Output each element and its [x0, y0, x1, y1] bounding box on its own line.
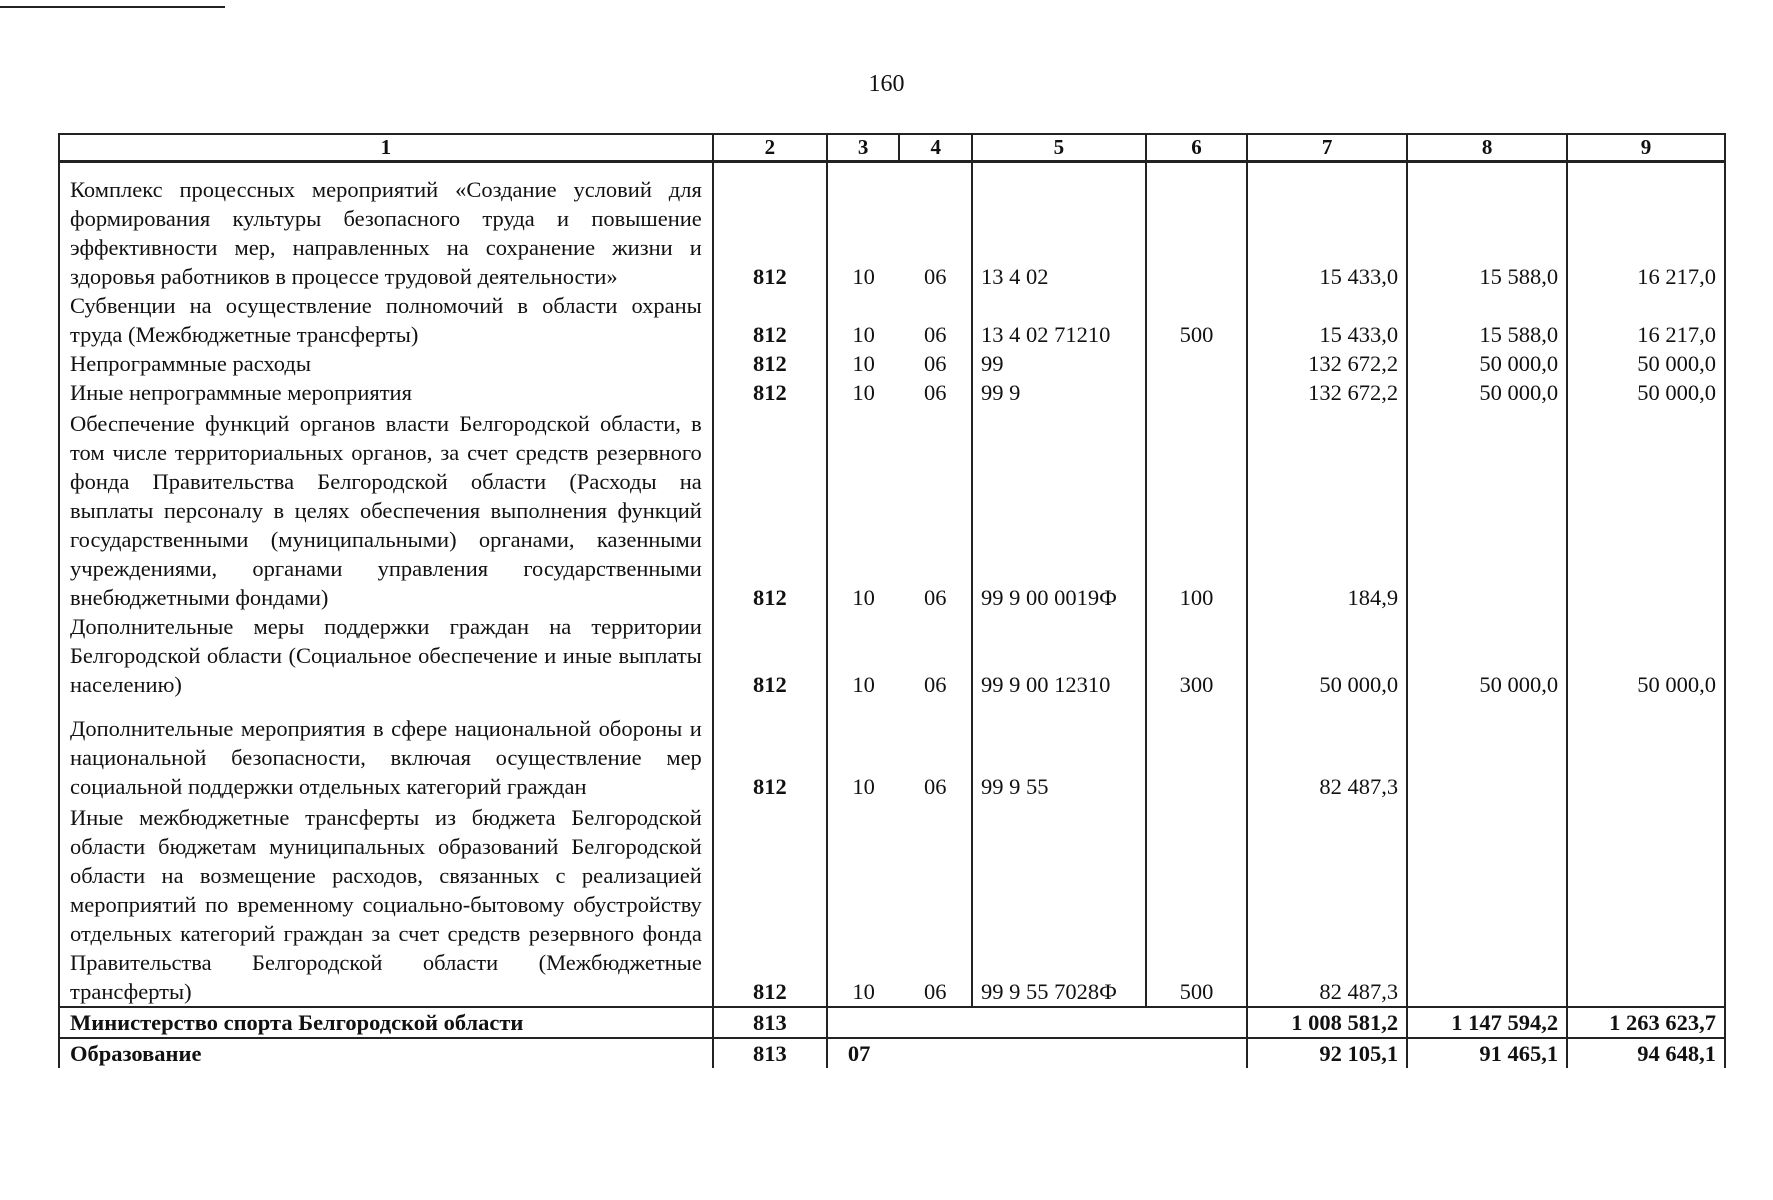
row-admin-code: 812 [713, 162, 827, 292]
row-name: Обеспечение функций органов власти Белгородской области, в том числе территориальных органов, за счет средств резервного фонда Правительства Белгородской области (Расходы на выплаты персоналу в целях обеспечения выполнения функций государственными (муниципальными) органами, казенными учреждениями, органами управления государственными внебюджетными фондами) [59, 407, 713, 612]
row-subsection: 06 [923, 671, 947, 697]
row-value-8: 15 588,0 [1407, 162, 1567, 292]
row-value-8: 15 588,0 [1407, 291, 1567, 349]
row-value-9 [1567, 801, 1725, 1007]
row-value-9: 50 000,0 [1567, 378, 1725, 407]
row-section: 10 [827, 612, 900, 699]
row-value-9: 16 217,0 [1567, 291, 1725, 349]
table-row [59, 801, 1725, 1007]
row-subsection: 06 [923, 264, 947, 289]
row-value-7: 15 433,0 [1247, 291, 1407, 349]
page-number: 160 [868, 71, 905, 97]
table-row [59, 699, 1725, 801]
row-code: 813 [713, 1007, 827, 1038]
row-name: Дополнительные меры поддержки граждан на территории Белгородской области (Социальное обеспечение и иные выплаты населению) [59, 612, 713, 699]
row-value-9 [1567, 699, 1725, 801]
row-value-7: 82 487,3 [1247, 699, 1407, 801]
ministry-row [59, 1007, 1725, 1038]
row-expense-type: 100 [1146, 407, 1247, 612]
table-row [59, 349, 1725, 378]
education-row [59, 1038, 1725, 1068]
row-expense-type: 500 [1146, 291, 1247, 349]
col-header: 3 [827, 134, 900, 162]
row-name: Дополнительные мероприятия в сфере национальной обороны и национальной безопасности, включая осуществление мер социальной поддержки отдельных категорий граждан [59, 699, 713, 801]
row-value-7: 15 433,0 [1247, 162, 1407, 292]
row-name: Иные непрограммные мероприятия [59, 378, 713, 407]
row-section: 10 [827, 349, 900, 378]
row-value-7: 82 487,3 [1247, 801, 1407, 1007]
row-target-article: 99 [972, 349, 1146, 378]
row-admin-code: 812 [713, 612, 827, 699]
row-subsection: 06 [923, 774, 947, 800]
row-value-8 [1407, 699, 1567, 801]
row-value-8: 50 000,0 [1407, 378, 1567, 407]
row-value-9 [1567, 407, 1725, 612]
row-admin-code: 812 [713, 291, 827, 349]
row-value-8 [1407, 407, 1567, 612]
row-section: 10 [827, 407, 900, 612]
row-value-9: 94 648,1 [1567, 1038, 1725, 1068]
col-header: 2 [713, 134, 827, 162]
row-target-article: 99 9 00 12310 [972, 612, 1146, 699]
row-value-8: 50 000,0 [1407, 349, 1567, 378]
row-name: Министерство спорта Белгородской области [59, 1007, 713, 1038]
row-target-article: 99 9 00 0019Ф [972, 407, 1146, 612]
row-subsection: 06 [923, 380, 947, 405]
row-target-article: 13 4 02 71210 [972, 291, 1146, 349]
row-value-8: 50 000,0 [1407, 612, 1567, 699]
row-name: Иные межбюджетные трансферты из бюджета Белгородской области бюджетам муниципальных образований Белгородской области на возмещение расходов, связанных с реализацией мероприятий по временному социально-бытовому обустройству отдельных категорий граждан за счет средств резервного фонда Правительства Белгородской области (Межбюджетные трансферты) [59, 801, 713, 1007]
row-section: 10 [827, 699, 900, 801]
row-name: Комплекс процессных мероприятий «Создание условий для формирования культуры безопасного труда и повышение эффективности мер, направленных на сохранение жизни и здоровья работников в процессе трудовой деятельности» [59, 162, 713, 292]
row-target-article: 99 9 55 [972, 699, 1146, 801]
row-value-8 [1407, 801, 1567, 1007]
budget-table [58, 133, 1726, 1068]
row-value-7: 184,9 [1247, 407, 1407, 612]
row-value-7: 132 672,2 [1247, 349, 1407, 378]
row-name: Непрограммные расходы [59, 349, 713, 378]
row-value-9: 1 263 623,7 [1567, 1007, 1725, 1038]
col-header: 8 [1407, 134, 1567, 162]
row-value-9: 50 000,0 [1567, 612, 1725, 699]
row-target-article: 99 9 [972, 378, 1146, 407]
row-value-7: 50 000,0 [1247, 612, 1407, 699]
col-header: 5 [972, 134, 1146, 162]
row-admin-code: 812 [713, 801, 827, 1007]
row-admin-code: 812 [713, 349, 827, 378]
row-subsection: 06 [923, 322, 947, 347]
row-section: 10 [827, 162, 900, 292]
row-name: Субвенции на осуществление полномочий в области охраны труда (Межбюджетные трансферты) [59, 291, 713, 349]
row-value-8: 1 147 594,2 [1407, 1007, 1567, 1038]
row-section: 10 [827, 801, 900, 1007]
table-row [59, 291, 1725, 349]
row-subsection: 06 [923, 351, 947, 376]
col-header: 4 [899, 134, 972, 162]
row-expense-type [1146, 378, 1247, 407]
col-header: 1 [59, 134, 713, 162]
row-value-7: 132 672,2 [1247, 378, 1407, 407]
row-section: 10 [827, 291, 900, 349]
row-expense-type [1146, 699, 1247, 801]
row-value-7: 1 008 581,2 [1247, 1007, 1407, 1038]
row-admin-code: 812 [713, 407, 827, 612]
row-value-8: 91 465,1 [1407, 1038, 1567, 1068]
table-row [59, 612, 1725, 699]
row-expense-type [1146, 162, 1247, 292]
col-header: 7 [1247, 134, 1407, 162]
row-target-article: 13 4 02 [972, 162, 1146, 292]
column-header-row [59, 134, 1725, 162]
row-subsection: 06 [923, 584, 947, 610]
row-subsection: 06 [923, 978, 947, 1004]
table-row [59, 378, 1725, 407]
row-expense-type: 500 [1146, 801, 1247, 1007]
row-expense-type: 300 [1146, 612, 1247, 699]
row-admin-code: 812 [713, 378, 827, 407]
col-header: 9 [1567, 134, 1725, 162]
row-code: 813 [713, 1038, 827, 1068]
row-admin-code: 812 [713, 699, 827, 801]
row-value-9: 50 000,0 [1567, 349, 1725, 378]
row-target-article: 99 9 55 7028Ф [972, 801, 1146, 1007]
table-row [59, 407, 1725, 612]
row-expense-type [1146, 349, 1247, 378]
row-section: 10 [827, 378, 900, 407]
top-rule [0, 6, 225, 8]
row-name: Образование [59, 1038, 713, 1068]
row-section: 07 [827, 1038, 900, 1068]
row-value-9: 16 217,0 [1567, 162, 1725, 292]
table-row [59, 162, 1725, 292]
row-value-7: 92 105,1 [1247, 1038, 1407, 1068]
col-header: 6 [1146, 134, 1247, 162]
